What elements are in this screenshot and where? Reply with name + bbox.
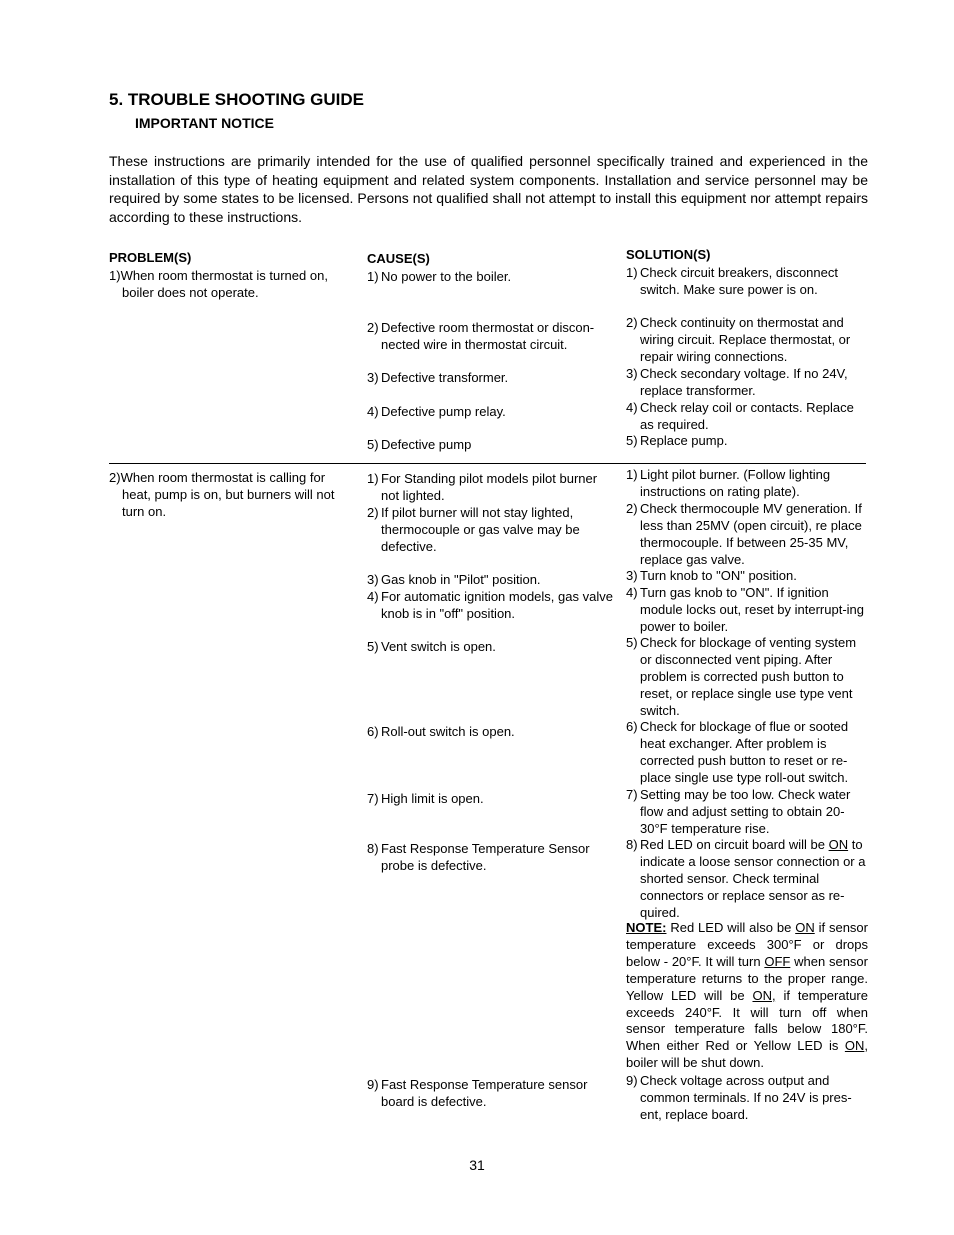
- cause-item: [367, 723, 615, 740]
- solution-text: Light pilot burner. (Follow lighting instructions on rating plate).: [640, 467, 831, 499]
- solution-number: 9): [626, 1073, 638, 1088]
- solution-text: Setting may be too low. Check water flow and adjust setting to obtain 20-30°F temperature rise.: [640, 787, 851, 836]
- problem-text: When room thermostat is calling for heat, pump is on, but burners will not turn on.: [120, 470, 335, 519]
- cause-text: For automatic ignition models, gas valve knob is in "off" position.: [381, 589, 613, 621]
- solution-item: [626, 836, 868, 921]
- page-title: 5. TROUBLE SHOOTING GUIDE: [109, 90, 365, 109]
- cause-text: Defective pump: [381, 437, 472, 452]
- solution-text: Check circuit breakers, disconnect switch. Make sure power is on.: [640, 265, 838, 297]
- cause-item: [367, 638, 615, 655]
- note-text: when sensor temperature returns to the proper range. Yellow LED will be: [626, 953, 868, 1003]
- intro-paragraph: These instructions are primarily intended for the use of qualified personnel specifically trained and experienced in the installation of this type of heating equipment and related system components. Installation and service personnel may be required by some states to be licensed. Persons not qualified shall not attempt to install this equipment nor attempt repairs according to these instructions.: [109, 153, 868, 225]
- cause-text: Defective pump relay.: [381, 404, 506, 419]
- solution-text: Check for blockage of venting system or disconnected vent piping. After problem is corrected push button to reset, or replace single use type vent switch.: [640, 635, 857, 718]
- note-off: OFF: [764, 953, 791, 969]
- solution-number: 2): [626, 315, 638, 330]
- solution-item: [626, 500, 868, 568]
- note-on: ON: [795, 920, 815, 935]
- cause-text: High limit is open.: [381, 791, 484, 806]
- note-paragraph: [626, 920, 868, 1072]
- solution-number: 1): [626, 467, 638, 482]
- solution-item: [626, 634, 868, 719]
- solution-number: 3): [626, 366, 638, 381]
- note-text: if sensor temperature exceeds 300°F or drops below - 20°F. It will turn: [626, 920, 868, 969]
- solution-item: [626, 1072, 868, 1123]
- solution-item: [626, 264, 868, 298]
- solution-item: [626, 365, 868, 399]
- solution-item: [626, 718, 868, 786]
- solution-text: Turn knob to "ON" position.: [640, 568, 797, 583]
- solution-number: 3): [626, 568, 638, 583]
- on-underlined: ON: [828, 837, 849, 852]
- problem-text: When room thermostat is turned on, boiler does not operate.: [120, 268, 328, 300]
- cause-text: For Standing pilot models pilot burner not lighted.: [381, 471, 598, 503]
- cause-number: 6): [367, 724, 379, 739]
- solution-number: 4): [626, 585, 638, 600]
- cause-text: Fast Response Temperature Sensor probe is defective.: [381, 841, 590, 873]
- cause-item: [367, 840, 615, 874]
- solution-text: Check thermocouple MV generation. If less than 25MV (open circuit), re place thermocouple. If between 25-35 MV, replace gas valve.: [640, 501, 862, 567]
- cause-number: 4): [367, 404, 379, 419]
- cause-item: [367, 588, 615, 622]
- note-on: ON: [844, 1038, 865, 1054]
- cause-text: Defective room thermostat or discon-nected wire in thermostat circuit.: [381, 320, 595, 352]
- cause-number: 1): [367, 471, 379, 486]
- cause-item: [367, 1076, 615, 1110]
- cause-text: Vent switch is open.: [381, 639, 496, 654]
- solution-item: [626, 314, 868, 365]
- cause-number: 2): [367, 505, 379, 520]
- cause-item: [367, 790, 615, 807]
- cause-item: [367, 470, 615, 504]
- solution-number: 4): [626, 400, 638, 415]
- cause-item: [367, 403, 615, 420]
- section-divider: [109, 463, 866, 464]
- header-cause: CAUSE(S): [367, 251, 430, 266]
- cause-text: No power to the boiler.: [381, 269, 512, 284]
- solution-number: 8): [626, 837, 638, 852]
- cause-item: [367, 571, 615, 588]
- cause-number: 3): [367, 572, 379, 587]
- cause-number: 9): [367, 1077, 379, 1092]
- problem-number: 2): [109, 470, 121, 485]
- cause-number: 5): [367, 639, 379, 654]
- cause-item: [367, 504, 615, 555]
- solution-text-part: to indicate a loose sensor connection or a shorted sensor. Check terminal connectors or replace sensor as re-quired.: [640, 837, 866, 920]
- solution-text-part: Red LED on circuit board will be: [640, 837, 829, 852]
- cause-number: 8): [367, 841, 379, 856]
- problem-item: [109, 267, 354, 301]
- cause-number: 4): [367, 589, 379, 604]
- cause-item: [367, 268, 615, 285]
- solution-number: 6): [626, 719, 638, 734]
- note-label: NOTE:: [626, 920, 667, 935]
- solution-number: 7): [626, 787, 638, 802]
- solution-number: 2): [626, 501, 638, 516]
- notice-heading: IMPORTANT NOTICE: [135, 115, 274, 131]
- solution-item: [626, 584, 868, 635]
- cause-number: 3): [367, 370, 379, 385]
- solution-number: 5): [626, 433, 638, 448]
- solution-text: Replace pump.: [640, 433, 728, 448]
- cause-number: 2): [367, 320, 379, 335]
- header-problem: PROBLEM(S): [109, 250, 192, 265]
- problem-number: 1): [109, 268, 121, 283]
- solution-text: Check voltage across output and common terminals. If no 24V is pres-ent, replace board.: [640, 1073, 852, 1122]
- cause-text: Fast Response Temperature sensor board is defective.: [381, 1077, 588, 1109]
- solution-item: [626, 432, 868, 449]
- problem-item: [109, 469, 354, 520]
- solution-text: Check continuity on thermostat and wiring circuit. Replace thermostat, or repair wiring connections.: [640, 315, 851, 364]
- solution-text: Check secondary voltage. If no 24V, replace transformer.: [640, 366, 848, 398]
- cause-text: If pilot burner will not stay lighted, thermocouple or gas valve may be defective.: [381, 505, 580, 554]
- solution-item: [626, 399, 868, 433]
- note-text: Red LED will also be: [666, 920, 796, 935]
- page-number: 31: [469, 1157, 485, 1173]
- note-text: , boiler will be shut down.: [626, 1038, 868, 1071]
- cause-item: [367, 319, 615, 353]
- cause-number: 5): [367, 437, 379, 452]
- cause-number: 1): [367, 269, 379, 284]
- cause-item: [367, 369, 615, 386]
- cause-text: Roll-out switch is open.: [381, 724, 515, 739]
- solution-number: 5): [626, 635, 638, 650]
- solution-text: Check for blockage of flue or sooted heat exchanger. After problem is corrected push button to reset or re-place single use type roll-out switch.: [640, 719, 849, 785]
- solution-item: [626, 567, 868, 584]
- solution-item: [626, 786, 868, 837]
- note-on: ON,: [752, 987, 776, 1003]
- solution-text: [626, 836, 868, 921]
- note-text: if temperature exceeds 240°F. It will turn off when sensor temperature falls below 180°F. When either Red or Yellow LED is: [626, 987, 868, 1054]
- solution-text: Turn gas knob to "ON". If ignition module locks out, reset by interrupt-ing power to boiler.: [640, 585, 864, 634]
- cause-text: Gas knob in "Pilot" position.: [381, 572, 541, 587]
- solution-item: [626, 466, 868, 500]
- cause-item: [367, 436, 615, 453]
- cause-text: Defective transformer.: [381, 370, 509, 385]
- cause-number: 7): [367, 791, 379, 806]
- solution-number: 1): [626, 265, 638, 280]
- header-solution: SOLUTION(S): [626, 247, 711, 262]
- solution-text: Check relay coil or contacts. Replace as required.: [640, 400, 854, 432]
